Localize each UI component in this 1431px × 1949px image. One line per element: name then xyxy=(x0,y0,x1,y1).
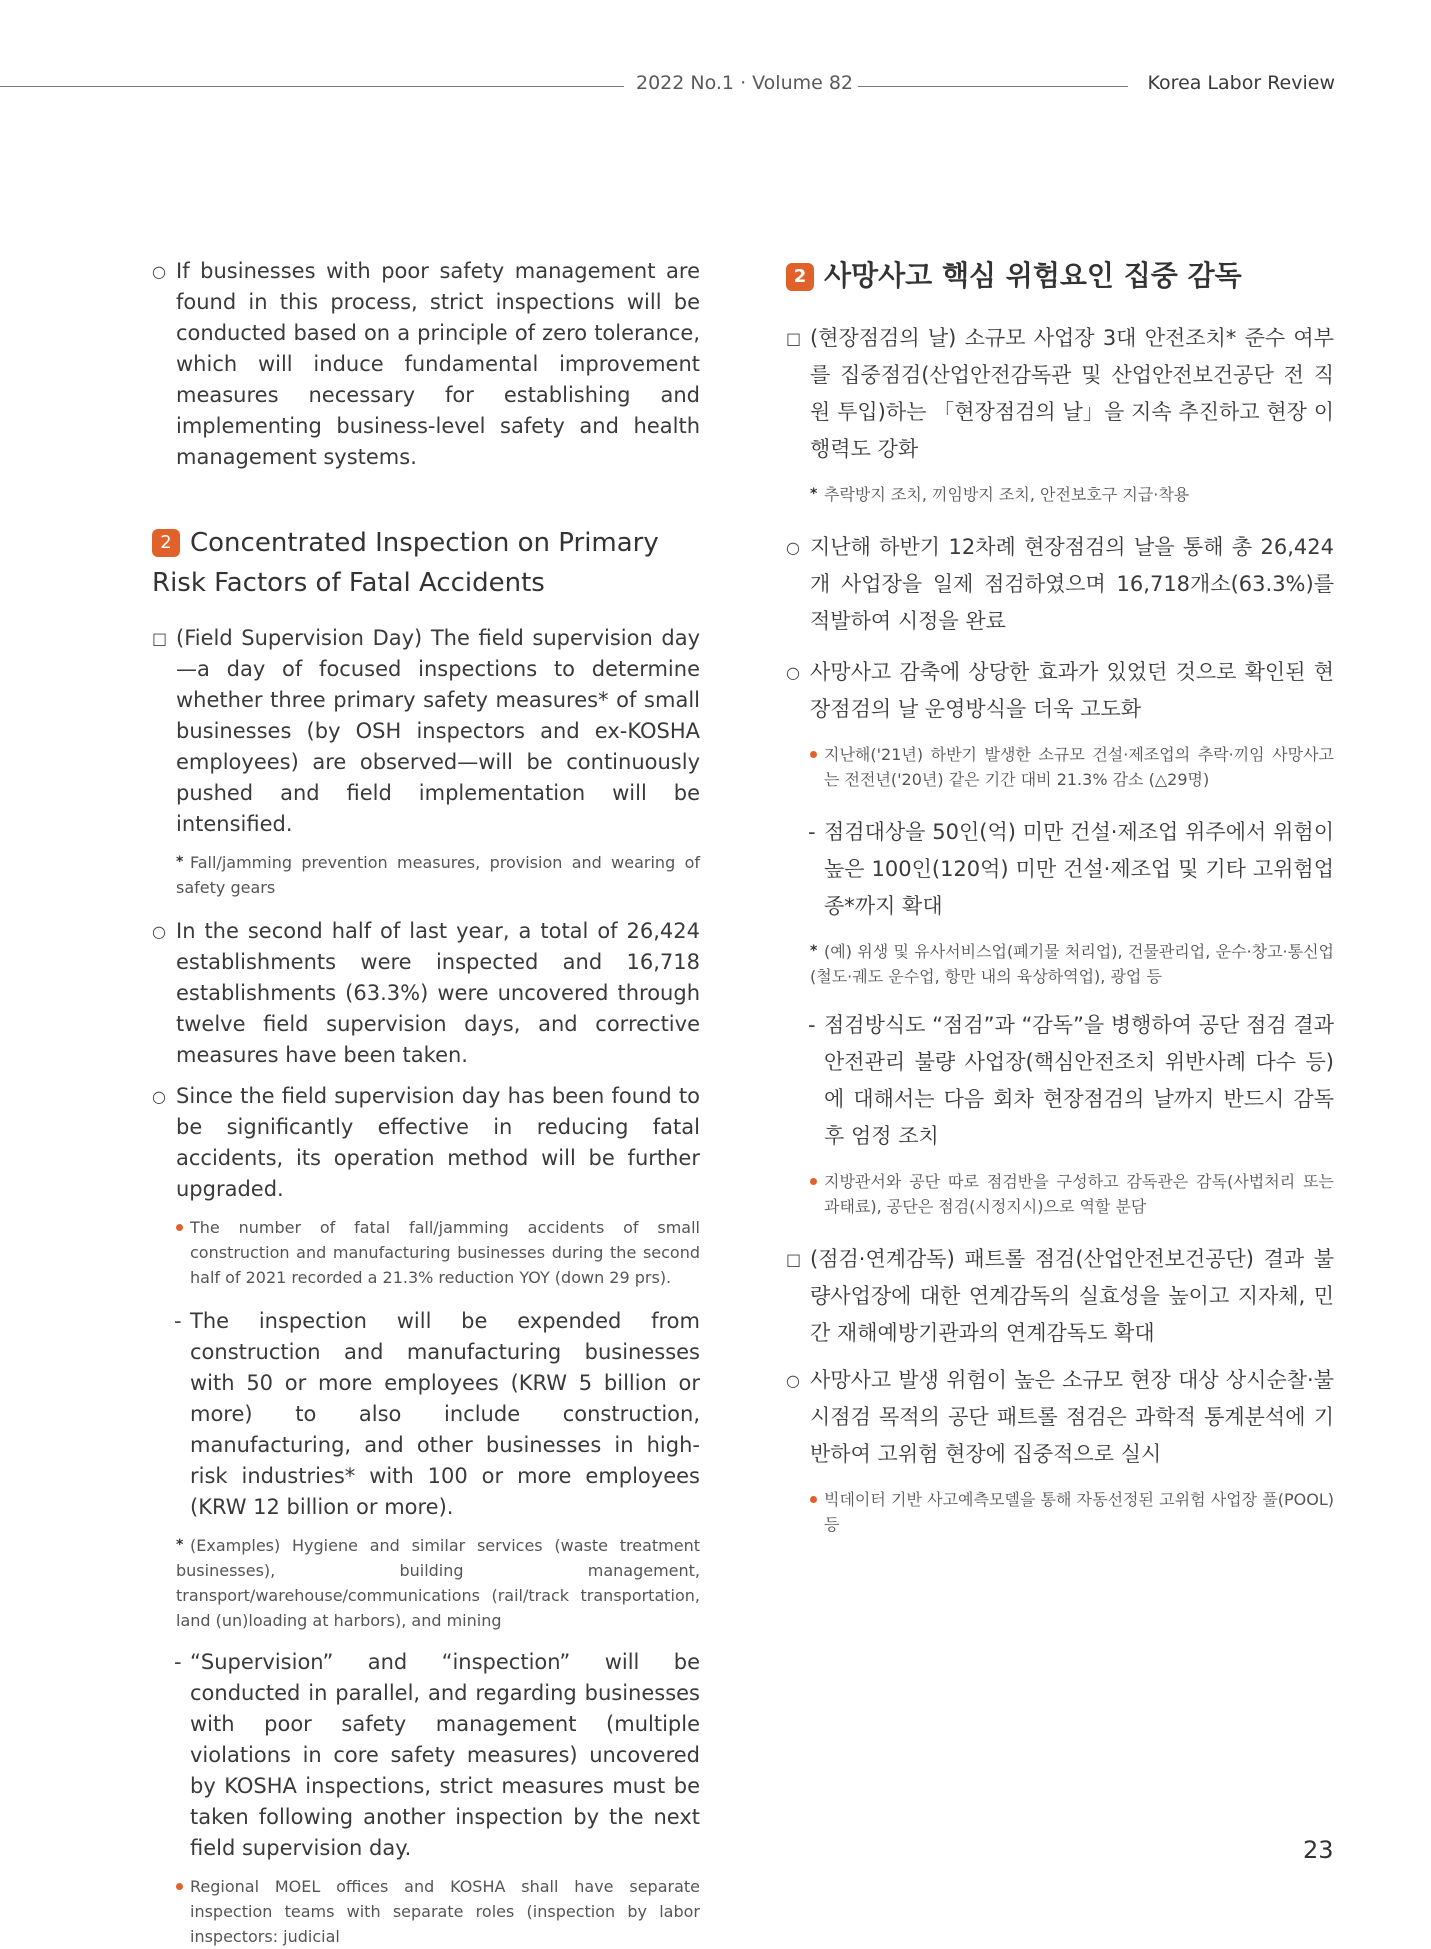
asterisk-icon: * xyxy=(810,486,818,502)
footnote: * (예) 위생 및 유사서비스업(폐기물 처리업), 건물관리업, 운수·창고·통신업(철도·궤도 운수업, 항만 내의 육상하역업), 광업 등 xyxy=(786,939,1334,989)
bullet-note: The number of fatal fall/jamming accidents of small construction and manufacturing businesses during the second half of 2021 recorded a 21.3% reduction YOY (down 29 prs). xyxy=(152,1215,700,1290)
list-item: ○ If businesses with poor safety management are found in this process, strict inspections will be conducted based on a principle of zero tolerance, which will induce fundamental improvement measures necessary for establishing and implementing business-level safety and health management systems. xyxy=(152,256,700,473)
section-number-badge: 2 xyxy=(786,263,814,291)
bullet-note: 지난해('21년) 하반기 발생한 소규모 건설·제조업의 추락·끼임 사망사고는 전전년('20년) 같은 기간 대비 21.3% 감소 (△29명) xyxy=(786,742,1334,792)
dash-icon: - xyxy=(174,1309,182,1333)
list-item: □ (Field Supervision Day) The field supervision day—a day of focused inspections to determine whether three primary safety measures* of small businesses (by OSH inspectors and ex-KOSHA employees) are observed—will be continuously pushed and field implementation will be intensified. xyxy=(152,623,700,840)
section-heading xyxy=(152,523,700,603)
square-bullet-icon: □ xyxy=(786,1250,802,1269)
footnote: * (Examples) Hygiene and similar services (waste treatment businesses), building management, transport/warehouse/communications (rail/track transportation, land (un)loading at harbors), and mining xyxy=(152,1533,700,1633)
page-number: 23 xyxy=(1303,1836,1334,1864)
list-item: ○ In the second half of last year, a total of 26,424 establishments were inspected and 16,718 establishments (63.3%) were uncovered through twelve field supervision days, and corrective measures have been taken. xyxy=(152,916,700,1071)
dash-item: - “Supervision” and “inspection” will be conducted in parallel, and regarding businesses with poor safety management (multiple violations in core safety measures) uncovered by KOSHA inspections, strict measures must be taken following another inspection by the next field supervision day. xyxy=(152,1647,700,1864)
footnote: * Fall/jamming prevention measures, provision and wearing of safety gears xyxy=(152,850,700,900)
dash-item: - The inspection will be expended from construction and manufacturing businesses with 50 or more employees (KRW 5 billion or more) to also include construction, manufacturing, and other businesses in high-risk industries* with 100 or more employees (KRW 12 billion or more). xyxy=(152,1306,700,1523)
issue-label: 2022 No.1 · Volume 82 xyxy=(636,72,854,94)
header-rule-right xyxy=(858,86,1128,87)
circle-bullet-icon: ○ xyxy=(786,1371,800,1390)
page-header xyxy=(0,72,1431,102)
list-item: ○ 사망사고 감축에 상당한 효과가 있었던 것으로 확인된 현장점검의 날 운영방식을 더욱 고도화 xyxy=(786,654,1334,728)
asterisk-icon: * xyxy=(176,1537,184,1553)
square-bullet-icon: □ xyxy=(152,629,168,648)
header-rule-left xyxy=(0,86,624,87)
dash-icon: - xyxy=(174,1650,182,1674)
list-item: ○ 지난해 하반기 12차례 현장점검의 날을 통해 총 26,424개 사업장을 일제 점검하였으며 16,718개소(63.3%)를 적발하여 시정을 완료 xyxy=(786,529,1334,640)
list-item: ○ 사망사고 발생 위험이 높은 소규모 현장 대상 상시순찰·불시점검 목적의 공단 패트롤 점검은 과학적 통계분석에 기반하여 고위험 현장에 집중적으로 실시 xyxy=(786,1362,1334,1473)
dash-icon: - xyxy=(808,820,816,844)
section-title: Concentrated Inspection on Primary Risk Factors of Fatal Accidents xyxy=(152,528,659,598)
english-column xyxy=(152,256,700,1949)
section-heading xyxy=(786,256,1334,296)
circle-bullet-icon: ○ xyxy=(152,922,166,941)
bullet-note: Regional MOEL offices and KOSHA shall have separate inspection teams with separate roles (inspection by labor inspectors: judicial xyxy=(152,1874,700,1949)
dash-icon: - xyxy=(808,1013,816,1037)
asterisk-icon: * xyxy=(176,854,184,870)
circle-bullet-icon: ○ xyxy=(152,1087,166,1106)
orange-dot-icon xyxy=(810,751,817,758)
circle-bullet-icon: ○ xyxy=(786,663,800,682)
orange-dot-icon xyxy=(810,1178,817,1185)
circle-bullet-icon: ○ xyxy=(152,262,166,281)
orange-dot-icon xyxy=(176,1224,183,1231)
list-item: □ (현장점검의 날) 소규모 사업장 3대 안전조치* 준수 여부를 집중점검(산업안전감독관 및 산업안전보건공단 전 직원 투입)하는 「현장점검의 날」을 지속 추진하고 현장 이행력도 강화 xyxy=(786,320,1334,468)
journal-title: Korea Labor Review xyxy=(1147,72,1335,94)
circle-bullet-icon: ○ xyxy=(786,538,800,557)
orange-dot-icon xyxy=(810,1496,817,1503)
section-title: 사망사고 핵심 위험요인 집중 감독 xyxy=(824,259,1242,292)
square-bullet-icon: □ xyxy=(786,329,802,348)
footnote: * 추락방지 조치, 끼임방지 조치, 안전보호구 지급·착용 xyxy=(786,482,1334,507)
dash-item: - 점검대상을 50인(억) 미만 건설·제조업 위주에서 위험이 높은 100인(120억) 미만 건설·제조업 및 기타 고위험업종*까지 확대 xyxy=(786,814,1334,925)
orange-dot-icon xyxy=(176,1883,183,1890)
bullet-note: 지방관서와 공단 따로 점검반을 구성하고 감독관은 감독(사법처리 또는 과태료), 공단은 점검(시정지시)으로 역할 분담 xyxy=(786,1169,1334,1219)
dash-item: - 점검방식도 “점검”과 “감독”을 병행하여 공단 점검 결과 안전관리 불량 사업장(핵심안전조치 위반사례 다수 등)에 대해서는 다음 회차 현장점검의 날까지 반드시 감독 후 엄정 조치 xyxy=(786,1007,1334,1155)
list-item: □ (점검·연계감독) 패트롤 점검(산업안전보건공단) 결과 불량사업장에 대한 연계감독의 실효성을 높이고 지자체, 민간 재해예방기관과의 연계감독도 확대 xyxy=(786,1241,1334,1352)
asterisk-icon: * xyxy=(810,943,818,959)
bullet-note: 빅데이터 기반 사고예측모델을 통해 자동선정된 고위험 사업장 풀(POOL) 등 xyxy=(786,1487,1334,1537)
list-item: ○ Since the field supervision day has been found to be significantly effective in reducing fatal accidents, its operation method will be further upgraded. xyxy=(152,1081,700,1205)
section-number-badge: 2 xyxy=(152,529,180,557)
korean-column xyxy=(786,256,1334,1537)
